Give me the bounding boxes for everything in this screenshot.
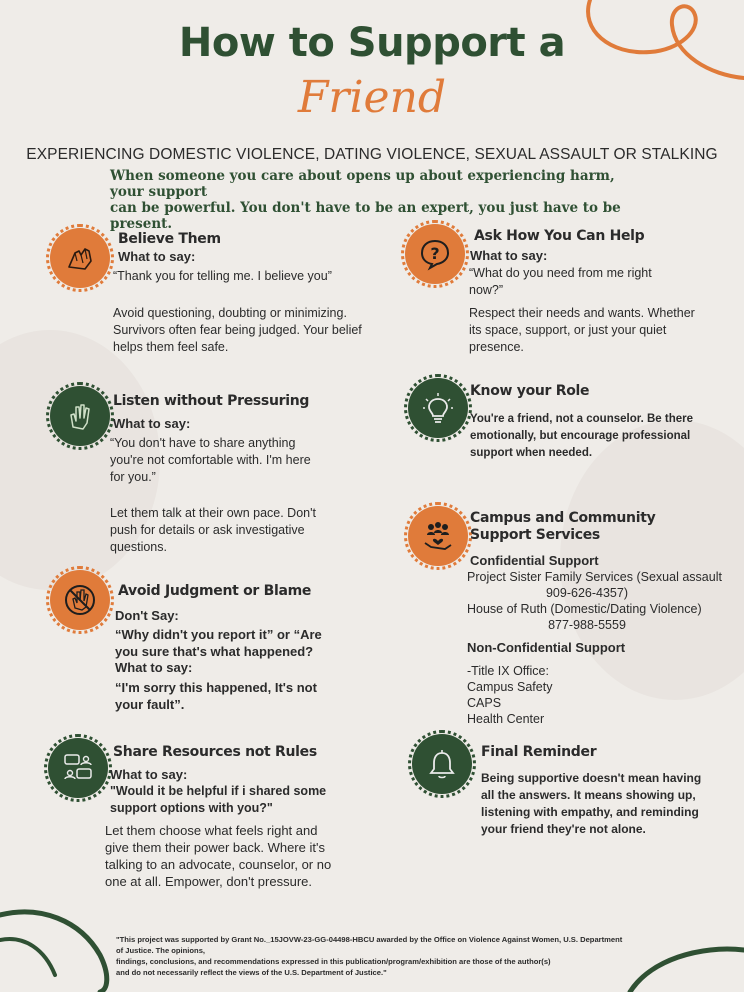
intro-text: When someone you care about opens up about experiencing harm, your support can be powerful. You don't have to be an expert, you just have to be present. xyxy=(110,168,621,232)
lightbulb-icon xyxy=(408,378,468,438)
question-bubble-icon xyxy=(405,224,465,284)
role-heading: Know your Role xyxy=(470,383,590,399)
judgment-heading: Avoid Judgment or Blame xyxy=(118,583,312,599)
judgment-label: What to say: xyxy=(115,660,193,675)
resources-quote: "Would it be helpful if i shared some support options with you?" xyxy=(110,784,327,815)
ask-heading: Ask How You Can Help xyxy=(474,228,645,244)
no-hand-icon xyxy=(50,570,110,630)
judgment-dont-label: Don't Say: xyxy=(115,608,179,623)
confidential-support-label: Confidential Support xyxy=(470,553,599,568)
reminder-heading: Final Reminder xyxy=(481,744,597,760)
grant-disclaimer: "This project was supported by Grant No._15JOVW-23-GG-04498-HBCU awarded by the Office on Violence Against Women, U.S. Department of Justice. The opinions, findings, conclusions, and recommendations expressed in this publication/program/exhibition are those of the author(s) and do not necessarily reflect the views of the U.S. Department of Justice." xyxy=(116,935,623,977)
confidential-support-lines: Project Sister Family Services (Sexual assault 909-626-4357) House of Ruth (Domestic/Dating Violence) 877-988-5559 xyxy=(467,570,722,632)
judgment-dont-quote: “Why didn't you report it” or “Are you sure that's what happened? xyxy=(115,627,322,659)
role-body: You're a friend, not a counselor. Be there emotionally, but encourage professional support when needed. xyxy=(470,413,693,459)
hands-holding-icon xyxy=(50,228,110,288)
nonconfidential-support-lines: -Title IX Office: Campus Safety CAPS Health Center xyxy=(467,664,553,726)
bell-icon xyxy=(412,734,472,794)
ask-quote: “What do you need from me right now?” xyxy=(469,266,652,297)
listen-quote: “You don't have to share anything you're not comfortable with. I'm here for you.” xyxy=(110,436,311,484)
believe-body: Avoid questioning, doubting or minimizing. Survivors often fear being judged. Your belief helps them feel safe. xyxy=(113,306,362,354)
page-title: How to Support a xyxy=(178,20,566,66)
subtitle: EXPERIENCING DOMESTIC VIOLENCE, DATING VIOLENCE, SEXUAL ASSAULT OR STALKING xyxy=(26,146,718,163)
raised-hand-icon xyxy=(50,386,110,446)
believe-heading: Believe Them xyxy=(118,231,221,247)
page-title-friend: Friend xyxy=(297,72,447,123)
community-care-icon xyxy=(408,506,468,566)
reminder-body: Being supportive doesn't mean having all the answers. It means showing up, listening with empathy, and reminding your friend they're not alone. xyxy=(481,771,702,836)
resources-body: Let them choose what feels right and give them their power back. Where it's talking to an advocate, counselor, or no one at all. Empower, don't pressure. xyxy=(105,823,332,889)
listen-heading: Listen without Pressuring xyxy=(113,393,310,409)
listen-label: What to say: xyxy=(113,416,191,431)
listen-body: Let them talk at their own pace. Don't push for details or ask investigative questions. xyxy=(110,506,316,554)
chat-people-icon xyxy=(48,738,108,798)
svg-text:?: ? xyxy=(430,244,440,263)
judgment-quote: “I'm sorry this happened, It's not your fault”. xyxy=(115,680,317,712)
ask-body: Respect their needs and wants. Whether its space, support, or just your quiet presence. xyxy=(469,306,695,354)
ask-label: What to say: xyxy=(470,248,548,263)
campus-heading: Campus and Community Support Services xyxy=(470,510,656,543)
resources-label: What to say: xyxy=(110,767,188,782)
believe-label: What to say: xyxy=(118,249,196,264)
believe-quote: “Thank you for telling me. I believe you” xyxy=(113,269,332,283)
nonconfidential-support-label: Non-Confidential Support xyxy=(467,640,626,655)
resources-heading: Share Resources not Rules xyxy=(113,744,317,760)
